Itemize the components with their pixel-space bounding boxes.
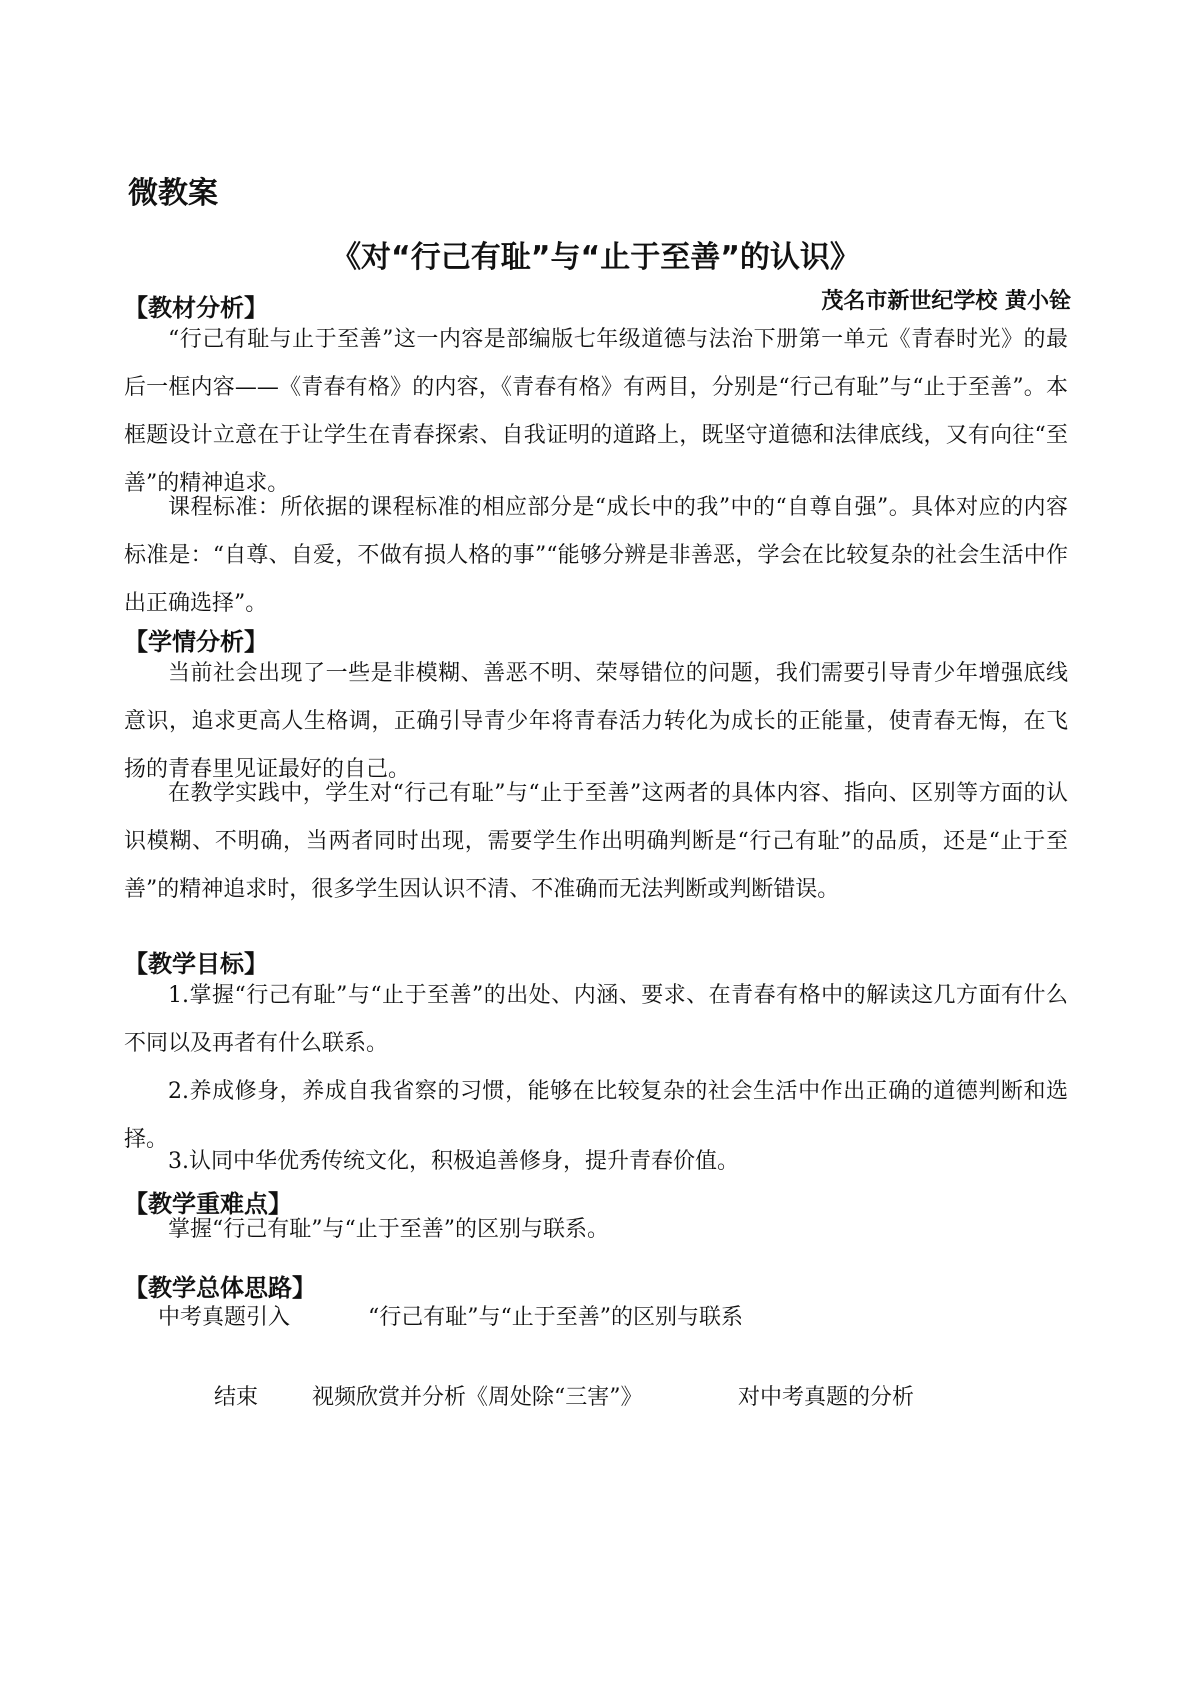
heading-overall-approach: 【教学总体思路】 [124, 1274, 316, 1302]
goal-item-3: 3.认同中华优秀传统文化，积极追善修身，提升青春价值。 [168, 1149, 739, 1174]
flow-step-end: 结束 [214, 1385, 259, 1410]
heading-material-analysis: 【教材分析】 [124, 294, 268, 322]
heading-student-analysis: 【学情分析】 [124, 628, 268, 656]
student-paragraph-1: 当前社会出现了一些是非模糊、善恶不明、荣辱错位的问题，我们需要引导青少年增强底线意识，追求更高人生格调，正确引导青少年将青春活力转化为成长的正能量，使青春无悔，在飞扬的青春里见证最好的自己。 [124, 661, 1068, 782]
key-points-text: 掌握“行己有耻”与“止于至善”的区别与联系。 [168, 1217, 609, 1242]
material-paragraph-2: 课程标准：所依据的课程标准的相应部分是“成长中的我”中的“自尊自强”。具体对应的内容标准是：“自尊、自爱，不做有损人格的事”“能够分辨是非善恶，学会在比较复杂的社会生活中作出正确选择”。 [124, 495, 1068, 616]
goal-item-1: 1.掌握“行己有耻”与“止于至善”的出处、内涵、要求、在青春有格中的解读这几方面有什么不同以及再者有什么联系。 [124, 983, 1068, 1056]
student-paragraph-2: 在教学实践中，学生对“行己有耻”与“止于至善”这两者的具体内容、指向、区别等方面的认识模糊、不明确，当两者同时出现，需要学生作出明确判断是“行己有耻”的品质，还是“止于至善”的精神追求时，很多学生因认识不清、不准确而无法判断或判断错误。 [124, 781, 1068, 902]
document-label: 微教案 [128, 176, 218, 211]
flow-step-difference: “行己有耻”与“止于至善”的区别与联系 [368, 1305, 743, 1330]
author-line: 茂名市新世纪学校 黄小铨 [821, 289, 1071, 314]
heading-key-points: 【教学重难点】 [124, 1190, 292, 1218]
goal-item-2: 2.养成修身，养成自我省察的习惯，能够在比较复杂的社会生活中作出正确的道德判断和选择。 [124, 1079, 1068, 1152]
flow-step-video: 视频欣赏并分析《周处除“三害”》 [312, 1385, 643, 1410]
document-title: 《对“行己有耻”与“止于至善”的认识》 [331, 240, 860, 275]
material-paragraph-1: “行己有耻与止于至善”这一内容是部编版七年级道德与法治下册第一单元《青春时光》的最后一框内容——《青春有格》的内容，《青春有格》有两目，分别是“行己有耻”与“止于至善”。本框题设计立意在于让学生在青春探索、自我证明的道路上，既坚守道德和法律底线，又有向往“至善”的精神追求。 [124, 327, 1068, 496]
heading-teaching-goals: 【教学目标】 [124, 950, 268, 978]
flow-step-intro: 中考真题引入 [158, 1305, 291, 1330]
flow-step-analysis: 对中考真题的分析 [738, 1385, 915, 1410]
